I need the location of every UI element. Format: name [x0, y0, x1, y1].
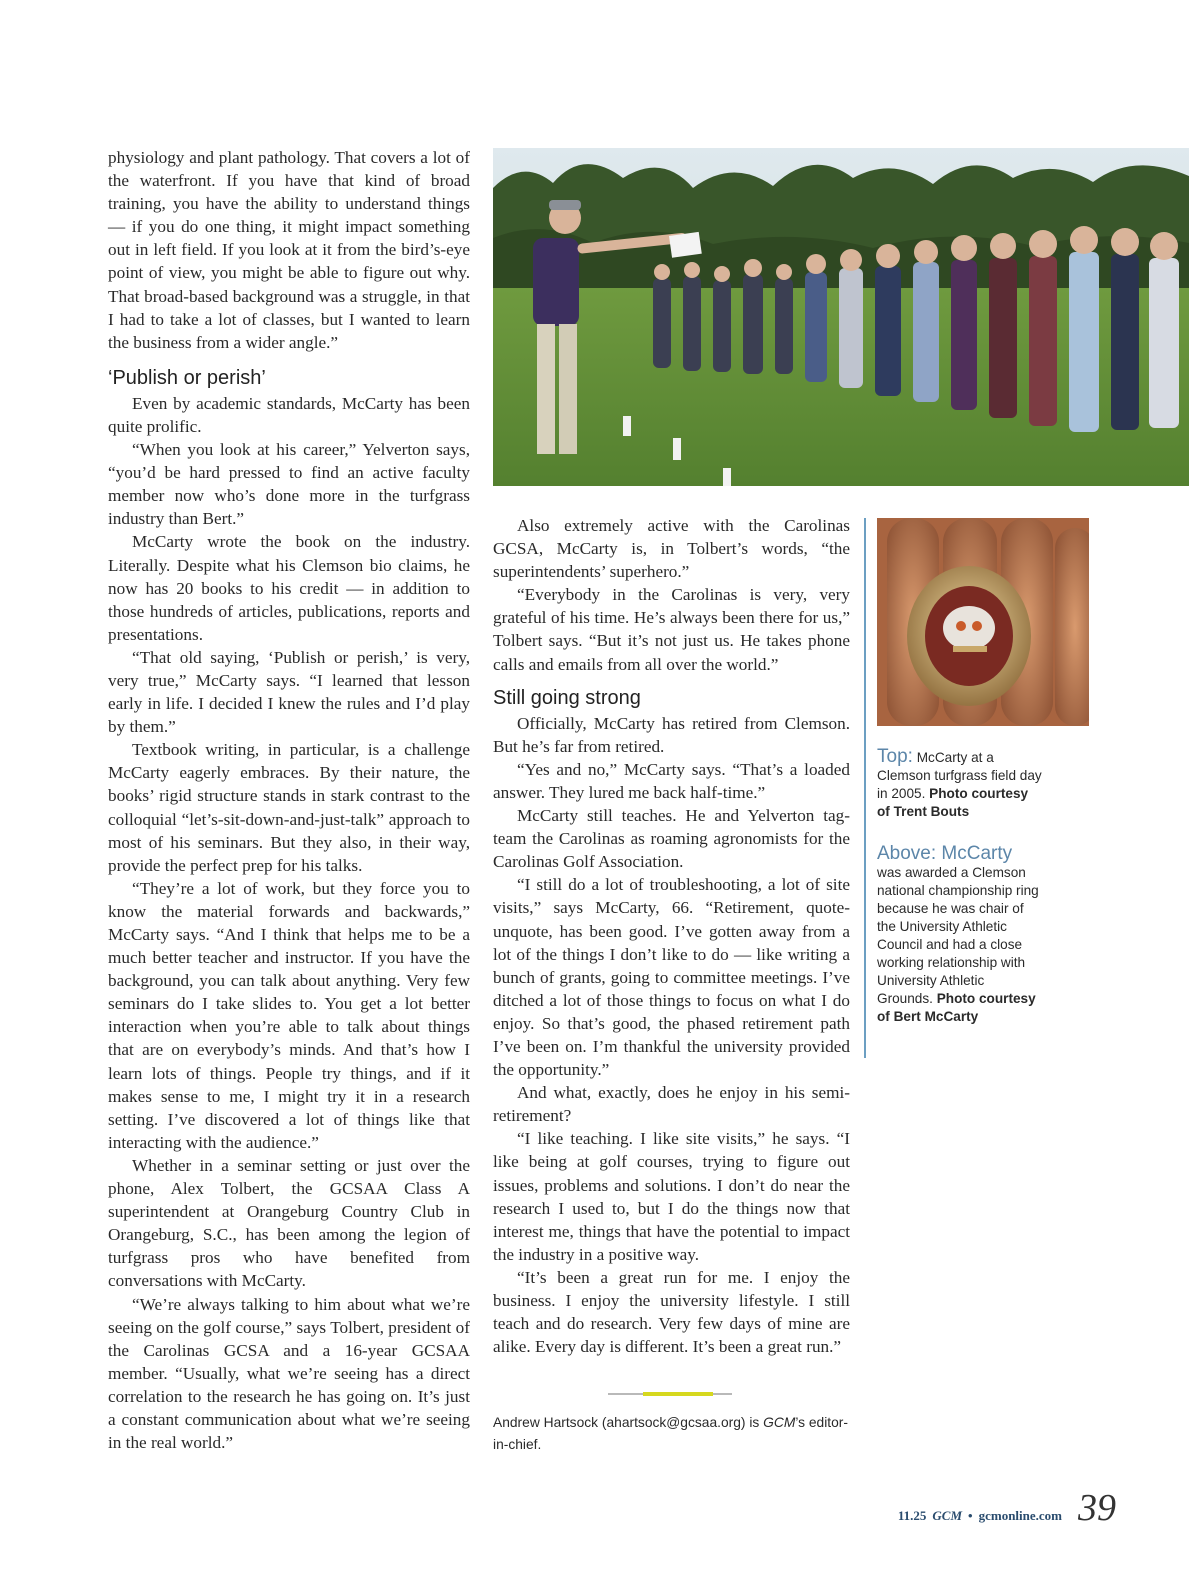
caption-above	[877, 845, 1042, 1026]
end-divider	[608, 1392, 732, 1396]
caption-text: McCarty at a Clemson turfgrass field day in 2005.	[877, 750, 1042, 801]
website-link[interactable]: gcmonline.com	[978, 1508, 1062, 1523]
body-paragraph: McCarty wrote the book on the industry. Literally. Despite what his Clemson bio claims, he now has 20 books to his credit — in addition to those hundreds of articles, publications, reports and presentations.	[108, 532, 470, 644]
author-bio	[493, 1412, 853, 1456]
body-paragraph: “I like teaching. I like site visits,” he says. “I like being at golf courses, trying to figure out issues, problems and solutions. I don’t do near the research I used to, but I do the things now that interest me, things that have the potential to impact the industry in a positive way.	[493, 1129, 850, 1264]
body-paragraph: Textbook writing, in particular, is a challenge McCarty eagerly embraces. By their nature, the books’ rigid structure stands in stark contrast to the colloquial “let’s-sit-down-and-just-talk” approach to most of his seminars. But they also, in their way, provide the perfect prep for his talks.	[108, 740, 470, 875]
body-paragraph: “That old saying, ‘Publish or perish,’ is very, very true,” McCarty says. “I learned that lesson early in life. I decided I knew the rules and I’d play by them.”	[108, 647, 470, 737]
body-paragraph: “I still do a lot of troubleshooting, a lot of site visits,” says McCarty, 66. “Retirement, quote-unquote, has been good. I’ve gotten away from a lot of the things I don’t like to do — like writing a bunch of grants, going to committee meetings. I’ve ditched a lot of those things to focus on what I do enjoy. So that’s good, the phased retirement path I’ve been on. I’m thankful the university provided the opportunity.”	[493, 875, 850, 1080]
body-paragraph: physiology and plant pathology. That covers a lot of the waterfront. If you have that kind of broad training, you have the ability to understand things — if you do one thing, it might impact something out in left field. If you look at it from the bird’s-eye point of view, you might be able to figure out why. That broad-based background was a struggle, in that I had to take a lot of classes, but I wanted to learn the business from a wider angle.”	[108, 148, 470, 352]
caption-top	[877, 748, 1042, 821]
body-paragraph: Even by academic standards, McCarty has been quite prolific.	[108, 393, 470, 436]
caption-label: Above: McCarty	[877, 843, 1013, 864]
body-paragraph: “We’re always talking to him about what we’re seeing on the golf course,” says Tolbert, president of the Carolinas GCSA and a 16-year GCSAA member. “Usually, what we’re seeing has a direct correlation to the research he has going on. It’s just a constant communication about what we’re seeing in the real world.”	[108, 1294, 470, 1453]
section-subhead: ‘Publish or perish’	[108, 366, 266, 389]
body-paragraph: “Yes and no,” McCarty says. “That’s a loaded answer. They lured me back half-time.”	[493, 759, 850, 802]
magazine-name: GCM	[932, 1508, 963, 1523]
bio-magazine: GCM	[763, 1415, 796, 1430]
body-paragraph: “Everybody in the Carolinas is very, very grateful of his time. He’s always been there for us,” Tolbert says. “But it’s not just us. He takes phone calls and emails from all over the world.”	[493, 585, 850, 674]
issue-date: 11.25	[897, 1508, 927, 1523]
caption-label: Top:	[877, 746, 913, 767]
body-paragraph: “They’re a lot of work, but they force you to know the material forwards and backwards,” McCarty says. “And I think that helps me to be a much better teacher and instructor. If you have the background, you can talk about anything. Very few seminars do I take slides to. You get a lot better interaction when you’re able to talk about things that are on everybody’s minds. And that’s how I learn lots of things. People try things, and if it makes sense to me, I might try it in a research setting. I’ve discovered a lot of things like that interacting with the audience.”	[108, 878, 470, 1152]
bio-lead: Andrew Hartsock (ahartsock@gcsaa.org) is	[493, 1415, 764, 1430]
body-paragraph: McCarty still teaches. He and Yelverton tag-team the Carolinas as roaming agronomists for the Carolinas Golf Association.	[493, 806, 850, 872]
body-paragraph: Whether in a seminar setting or just over the phone, Alex Tolbert, the GCSAA Class A superintendent at Orangeburg Country Club in Orangeburg, S.C., has been among the legion of turfgrass pros who have benefited from conversations with McCarty.	[108, 1155, 470, 1291]
body-paragraph: “It’s been a great run for me. I enjoy the business. I enjoy the university lifestyle. I still teach and do research. Very few days of mine are alike. Every day is different. It’s been a great run.”	[493, 1267, 850, 1357]
body-paragraph: And what, exactly, does he enjoy in his semi-retirement?	[493, 1083, 850, 1126]
photo-captions	[877, 748, 1042, 1050]
caption-text: was awarded a Clemson national championship ring because he was chair of the University Athletic Council and had a close working relationship with University Athletic Grounds.	[877, 865, 1039, 1006]
photo-credit: Photo courtesy of Trent Bouts	[877, 786, 1029, 819]
page-number: 39	[1078, 1487, 1116, 1529]
body-paragraph: Officially, McCarty has retired from Clemson. But he’s far from retired.	[493, 713, 850, 756]
page-folio	[898, 1486, 1116, 1530]
championship-ring-photo	[877, 518, 1089, 726]
folio-bullet: •	[968, 1508, 973, 1523]
body-paragraph: Also extremely active with the Carolinas GCSA, McCarty is, in Tolbert’s words, “the superintendents’ superhero.”	[493, 516, 850, 582]
photo-credit: Photo courtesy of Bert McCarty	[877, 991, 1036, 1024]
field-day-photo	[493, 148, 1189, 486]
section-subhead: Still going strong	[493, 686, 641, 709]
left-column	[108, 146, 470, 1454]
sidebar-rule	[864, 518, 866, 1058]
body-paragraph: “When you look at his career,” Yelverton says, “you’d be hard pressed to find an active faculty member now who’s done more in the turfgrass industry than Bert.”	[108, 440, 470, 529]
bio-tail: ’s editor-in-chief.	[493, 1415, 848, 1452]
middle-column	[493, 514, 850, 1358]
